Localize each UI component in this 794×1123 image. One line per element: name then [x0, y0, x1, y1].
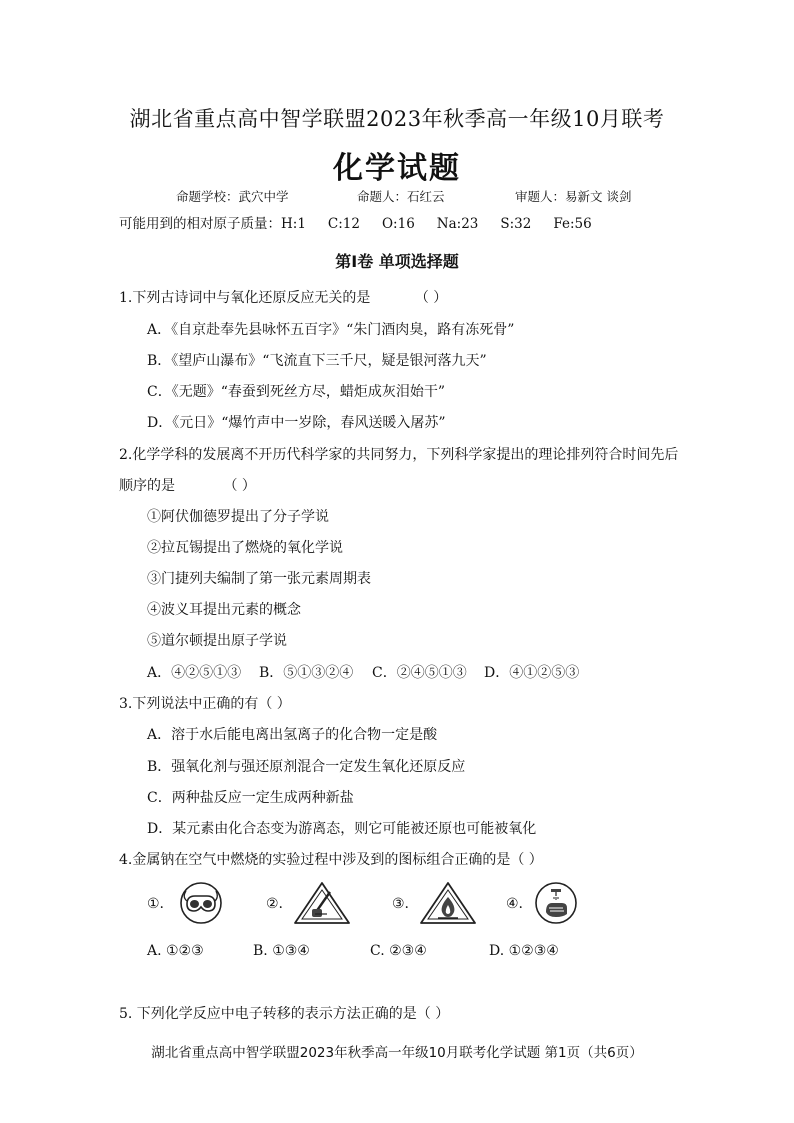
icon-label-3: ③. — [392, 896, 410, 912]
setter-school: 命题学校：武穴中学 — [176, 189, 289, 204]
section-title: 第Ⅰ卷 单项选择题 — [335, 252, 459, 271]
subject-title: 化学试题 — [333, 151, 461, 186]
question-2-stem-line1: 2.化学学科的发展离不开历代科学家的共同努力，下列科学家提出的理论排列符合时间先后 — [119, 447, 679, 463]
question-1-option-b: B．《望庐山瀑布》“飞流直下三千尺，疑是银河落九天” — [147, 353, 487, 369]
atom-mass: C:12 — [327, 216, 360, 232]
atomic-masses — [119, 212, 614, 232]
goggles-icon — [178, 880, 224, 930]
question-2-stem-line2 — [119, 475, 256, 495]
question-2-item-5: ⑤道尔顿提出原子学说 — [147, 633, 287, 649]
answer-blank: （ ） — [223, 478, 256, 494]
question-3-option-b: B．强氧化剂与强还原剂混合一定发生氧化还原反应 — [147, 759, 466, 775]
question-1-option-c: C．《无题》“春蚕到死丝方尽，蜡炬成灰泪始干” — [147, 384, 446, 400]
question-2-option-d: D．④①②⑤③ — [484, 665, 580, 681]
question-text: 1.下列古诗词中与氧化还原反应无关的是 — [119, 290, 371, 306]
question-1-stem — [119, 287, 447, 307]
page-footer: 湖北省重点高中智学联盟2023年秋季高一年级10月联考化学试题 第1页（共6页） — [151, 1045, 643, 1061]
question-4-option-b: B. ①③④ — [253, 943, 310, 959]
question-3-option-c: C．两种盐反应一定生成两种新盐 — [147, 790, 354, 806]
question-4-option-a: A. ①②③ — [147, 943, 204, 959]
icon-label-1: ①. — [147, 896, 165, 912]
question-2-option-c: C．②④⑤①③ — [372, 665, 467, 681]
setter-name: 命题人：石红云 — [357, 189, 445, 204]
atomic-masses-label: 可能用到的相对原子质量： — [119, 216, 281, 232]
atom-mass: O:16 — [381, 216, 415, 232]
flame-icon — [418, 880, 478, 930]
atom-mass: Na:23 — [436, 216, 479, 232]
question-5-stem: 5. 下列化学反应中电子转移的表示方法正确的是（ ） — [119, 1006, 450, 1022]
question-1-option-a: A．《自京赴奉先县咏怀五百字》“朱门酒肉臭，路有冻死骨” — [147, 322, 515, 338]
question-1-option-d: D．《元日》“爆竹声中一岁除，春风送暖入屠苏” — [147, 415, 446, 431]
question-3-option-d: D．某元素由化合态变为游离态，则它可能被还原也可能被氧化 — [147, 821, 537, 837]
question-2-option-b: B．⑤①③②④ — [259, 665, 354, 681]
reviewer-name: 审题人：易新文 谈剑 — [515, 189, 632, 204]
atom-mass: H:1 — [281, 216, 306, 232]
sharp-object-icon — [292, 880, 352, 930]
question-2-item-4: ④波义耳提出元素的概念 — [147, 602, 301, 618]
question-text: 顺序的是 — [119, 478, 175, 494]
question-3-stem: 3.下列说法中正确的有（ ） — [119, 696, 291, 712]
question-2-item-3: ③门捷列夫编制了第一张元素周期表 — [147, 571, 371, 587]
icon-label-2: ②. — [266, 896, 284, 912]
atom-mass: Fe:56 — [553, 216, 592, 232]
question-3-option-a: A．溶于水后能电离出氢离子的化合物一定是酸 — [147, 727, 438, 743]
question-4-option-c: C. ②③④ — [370, 943, 427, 959]
exam-title: 湖北省重点高中智学联盟2023年秋季高一年级10月联考 — [129, 107, 665, 131]
atom-mass: S:32 — [500, 216, 532, 232]
question-4-stem: 4.金属钠在空气中燃烧的实验过程中涉及到的图标组合正确的是（ ） — [119, 852, 543, 868]
question-4-option-d: D. ①②③④ — [489, 943, 559, 959]
question-2-option-a: A．④②⑤①③ — [147, 665, 242, 681]
wash-hands-icon — [533, 880, 579, 930]
answer-blank: （ ） — [414, 290, 448, 306]
icon-label-4: ④. — [506, 896, 524, 912]
question-2-item-1: ①阿伏伽德罗提出了分子学说 — [147, 509, 329, 525]
question-2-item-2: ②拉瓦锡提出了燃烧的氧化学说 — [147, 540, 343, 556]
